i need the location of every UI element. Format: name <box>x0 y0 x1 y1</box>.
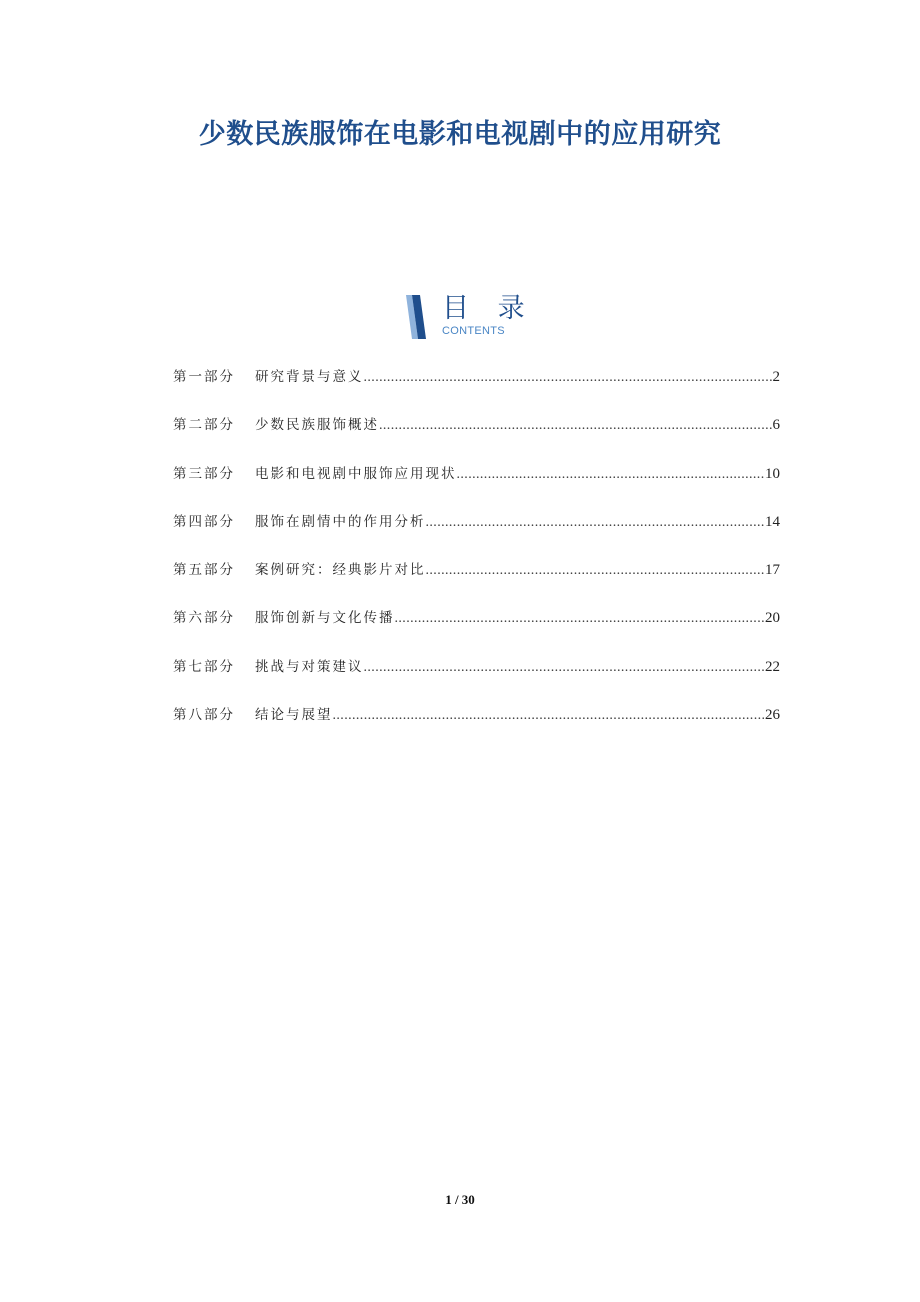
toc-entry-part: 第三部分 <box>173 465 235 482</box>
toc-entry-page: 26 <box>765 707 780 724</box>
toc-entry-part: 第六部分 <box>173 610 235 627</box>
toc-entry-title: 服饰创新与文化传播 <box>255 610 395 627</box>
toc-entry[interactable] <box>173 701 780 749</box>
toc-entry-page: 17 <box>765 562 780 579</box>
toc-decoration-icon <box>404 295 432 339</box>
toc-entry-part: 第一部分 <box>173 369 235 385</box>
toc-entry-page: 22 <box>765 658 780 675</box>
toc-entry-title: 少数民族服饰概述 <box>255 417 379 434</box>
toc-list <box>173 363 780 749</box>
toc-entry-leader <box>379 412 772 440</box>
toc-entry-leader <box>457 461 765 489</box>
toc-entry-part: 第五部分 <box>173 562 235 579</box>
toc-entry-part: 第七部分 <box>173 658 235 675</box>
toc-entry[interactable] <box>173 411 780 459</box>
toc-heading-text: 目 录 <box>442 293 535 324</box>
toc-heading-english: CONTENTS <box>442 325 505 337</box>
toc-entry-leader <box>364 364 772 392</box>
toc-entry-leader <box>426 509 765 537</box>
toc-entry-title: 挑战与对策建议 <box>255 658 364 675</box>
toc-entry-title: 电影和电视剧中服饰应用现状 <box>255 465 457 482</box>
toc-entry[interactable] <box>173 604 780 652</box>
toc-entry-part: 第八部分 <box>173 707 235 724</box>
toc-heading <box>404 293 544 341</box>
toc-entry-leader <box>395 605 765 633</box>
toc-entry-leader <box>364 654 765 682</box>
toc-entry-leader <box>426 557 765 585</box>
toc-entry-part: 第四部分 <box>173 513 235 530</box>
toc-entry-title: 结论与展望 <box>255 707 333 724</box>
document-title: 少数民族服饰在电影和电视剧中的应用研究 <box>198 119 722 150</box>
toc-entry-page: 20 <box>765 610 780 627</box>
toc-entry-leader <box>333 702 765 730</box>
toc-entry-title: 研究背景与意义 <box>255 369 364 385</box>
toc-entry[interactable] <box>173 508 780 556</box>
toc-entry-page: 2 <box>772 369 780 385</box>
toc-entry-page: 10 <box>765 465 780 482</box>
toc-entry[interactable] <box>173 556 780 604</box>
toc-entry-part: 第二部分 <box>173 417 235 434</box>
toc-entry-title: 服饰在剧情中的作用分析 <box>255 513 426 530</box>
page-number: 1 / 30 <box>445 1192 475 1207</box>
toc-entry[interactable] <box>173 363 780 411</box>
toc-entry-title: 案例研究：经典影片对比 <box>255 562 426 579</box>
toc-entry-page: 6 <box>772 417 780 434</box>
toc-entry-page: 14 <box>765 513 780 530</box>
toc-entry[interactable] <box>173 460 780 508</box>
toc-entry[interactable] <box>173 653 780 701</box>
